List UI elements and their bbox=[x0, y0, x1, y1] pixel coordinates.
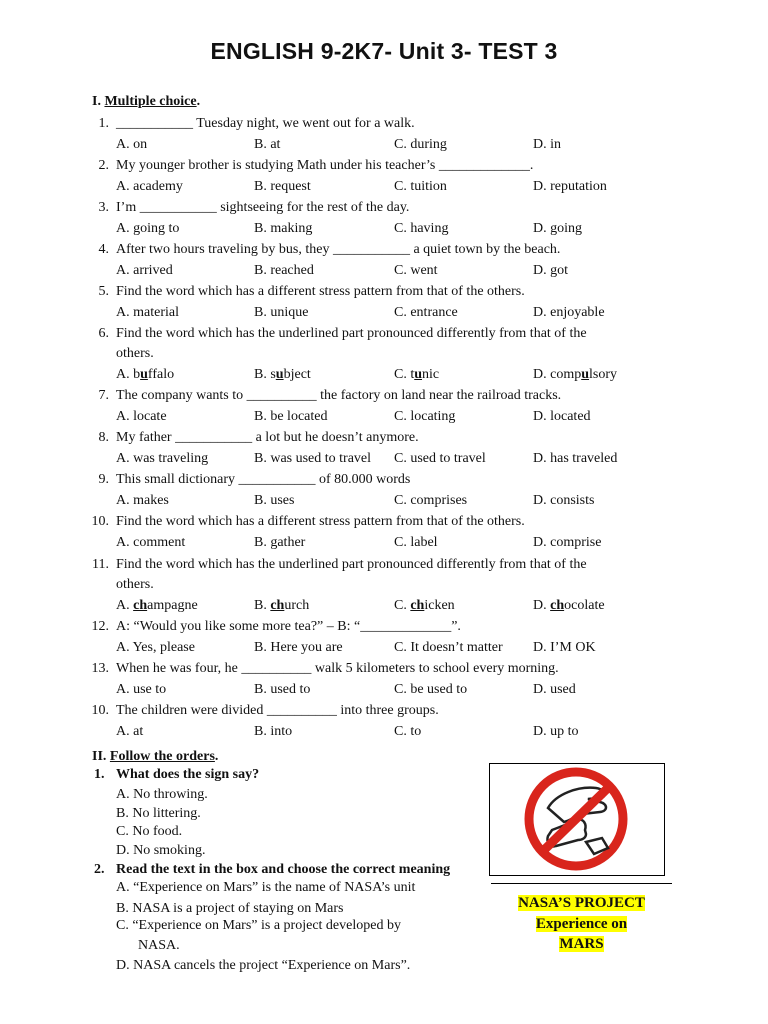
question-number: 2. bbox=[98, 158, 109, 173]
question-stem: Find the word which has the underlined part pronounced differently from that of the bbox=[116, 557, 587, 572]
question-stem: ___________ Tuesday night, we went out for a walk. bbox=[116, 116, 415, 131]
option-text-part: D. comp bbox=[533, 367, 582, 382]
answer-option: D. reputation bbox=[533, 179, 607, 194]
question-number: 5. bbox=[98, 284, 109, 299]
question-number: 10. bbox=[91, 514, 109, 529]
order-1-option: B. No littering. bbox=[116, 806, 201, 821]
question-stem-continued: others. bbox=[116, 577, 154, 592]
option-text-part: D. bbox=[533, 598, 551, 613]
answer-option bbox=[533, 597, 605, 614]
option-text-part: B. bbox=[254, 598, 271, 613]
order-2-text: Read the text in the box and choose the correct meaning bbox=[116, 862, 451, 877]
question-stem: Find the word which has the underlined part pronounced differently from that of the bbox=[116, 326, 587, 341]
answer-option bbox=[254, 597, 309, 614]
answer-option: A. comment bbox=[116, 535, 186, 550]
answer-option: B. unique bbox=[254, 305, 309, 320]
order-2-option: B. NASA is a project of staying on Mars bbox=[116, 901, 344, 916]
order-2-option: C. “Experience on Mars” is a project developed by bbox=[116, 918, 401, 933]
question-stem: My younger brother is studying Math under his teacher’s _____________. bbox=[116, 158, 534, 173]
nasa-project-line bbox=[491, 894, 672, 913]
answer-option: D. up to bbox=[533, 724, 579, 739]
option-text-part: lsory bbox=[589, 367, 618, 382]
option-text-part: C. bbox=[394, 598, 411, 613]
option-text-part: ffalo bbox=[147, 367, 175, 382]
section-1-title: Multiple choice bbox=[104, 94, 197, 109]
order-1-option: D. No smoking. bbox=[116, 843, 206, 858]
answer-option: A. academy bbox=[116, 179, 183, 194]
answer-option: D. used bbox=[533, 682, 576, 697]
answer-option: C. having bbox=[394, 221, 449, 236]
underlined-sound: ch bbox=[550, 598, 565, 613]
question-number: 8. bbox=[98, 430, 109, 445]
answer-option bbox=[394, 366, 439, 383]
answer-option: C. to bbox=[394, 724, 422, 739]
order-2-option: A. “Experience on Mars” is the name of NASA’s unit bbox=[116, 880, 416, 895]
option-text-part: ocolate bbox=[564, 598, 605, 613]
nasa-experience-text: Experience on bbox=[535, 916, 628, 932]
answer-option: B. be located bbox=[254, 409, 328, 424]
option-text-part: C. t bbox=[394, 367, 415, 382]
answer-option: A. on bbox=[116, 137, 148, 152]
question-number: 11. bbox=[92, 557, 109, 572]
section-2-numeral: II. bbox=[92, 749, 107, 764]
answer-option: A. use to bbox=[116, 682, 167, 697]
section-1-dot: . bbox=[196, 94, 201, 109]
answer-option: B. was used to travel bbox=[254, 451, 372, 466]
answer-option: B. into bbox=[254, 724, 293, 739]
no-littering-sign bbox=[489, 763, 665, 876]
option-text-part: urch bbox=[284, 598, 310, 613]
answer-option: C. be used to bbox=[394, 682, 468, 697]
answer-option: A. Yes, please bbox=[116, 640, 195, 655]
nasa-experience-line bbox=[491, 915, 672, 934]
answer-option: C. used to travel bbox=[394, 451, 486, 466]
answer-option bbox=[533, 366, 617, 383]
underlined-sound: ch bbox=[133, 598, 148, 613]
question-number: 4. bbox=[98, 242, 109, 257]
option-text-part: bject bbox=[283, 367, 311, 382]
option-text-part: B. s bbox=[254, 367, 276, 382]
question-number: 3. bbox=[98, 200, 109, 215]
answer-option: A. material bbox=[116, 305, 179, 320]
option-text-part: ampagne bbox=[147, 598, 198, 613]
answer-option bbox=[254, 366, 311, 383]
answer-option: B. uses bbox=[254, 493, 295, 508]
question-stem: After two hours traveling by bus, they ___________ a quiet town by the beach. bbox=[116, 242, 561, 257]
question-number: 6. bbox=[98, 326, 109, 341]
answer-option bbox=[116, 597, 198, 614]
answer-option bbox=[116, 366, 174, 383]
question-number: 9. bbox=[98, 472, 109, 487]
question-stem: A: “Would you like some more tea?” – B: “_____________”. bbox=[116, 619, 461, 634]
answer-option bbox=[394, 597, 455, 614]
answer-option: C. It doesn’t matter bbox=[394, 640, 503, 655]
answer-option: D. comprise bbox=[533, 535, 602, 550]
question-number: 10. bbox=[91, 703, 109, 718]
answer-option: A. was traveling bbox=[116, 451, 209, 466]
section-1-heading bbox=[92, 94, 200, 110]
order-1-question bbox=[94, 766, 259, 783]
page-title: ENGLISH 9-2K7- Unit 3- TEST 3 bbox=[210, 38, 558, 64]
answer-option: B. request bbox=[254, 179, 311, 194]
option-text-part: A. bbox=[116, 598, 134, 613]
order-1-number: 1. bbox=[94, 767, 105, 782]
nasa-mars-line bbox=[491, 935, 672, 954]
answer-option: C. during bbox=[394, 137, 447, 152]
answer-option: A. going to bbox=[116, 221, 180, 236]
question-stem-continued: others. bbox=[116, 346, 154, 361]
underlined-sound: u bbox=[414, 367, 423, 382]
order-1-option: A. No throwing. bbox=[116, 787, 208, 802]
answer-option: D. got bbox=[533, 263, 568, 278]
answer-option: D. going bbox=[533, 221, 582, 236]
order-2-question bbox=[94, 861, 450, 878]
question-stem: When he was four, he __________ walk 5 kilometers to school every morning. bbox=[116, 661, 559, 676]
answer-option: A. arrived bbox=[116, 263, 173, 278]
answer-option: C. went bbox=[394, 263, 438, 278]
sign-divider bbox=[491, 883, 672, 884]
answer-option: C. entrance bbox=[394, 305, 458, 320]
answer-option: A. at bbox=[116, 724, 144, 739]
option-text-part: A. b bbox=[116, 367, 141, 382]
underlined-sound: u bbox=[275, 367, 284, 382]
question-stem: The company wants to __________ the factory on land near the railroad tracks. bbox=[116, 388, 562, 403]
answer-option: D. in bbox=[533, 137, 561, 152]
answer-option: B. reached bbox=[254, 263, 314, 278]
order-2-option-continued: NASA. bbox=[138, 938, 180, 953]
nasa-mars-text: MARS bbox=[559, 936, 604, 952]
nasa-project-text: NASA’S PROJECT bbox=[518, 895, 645, 911]
order-1-option: C. No food. bbox=[116, 824, 183, 839]
answer-option: C. label bbox=[394, 535, 438, 550]
section-2-dot: . bbox=[214, 749, 219, 764]
question-number: 1. bbox=[98, 116, 109, 131]
answer-option: A. makes bbox=[116, 493, 169, 508]
section-2-title: Follow the orders bbox=[109, 749, 215, 764]
answer-option: B. gather bbox=[254, 535, 306, 550]
answer-option: B. used to bbox=[254, 682, 311, 697]
answer-option: C. comprises bbox=[394, 493, 468, 508]
option-text-part: nic bbox=[422, 367, 440, 382]
answer-option: D. has traveled bbox=[533, 451, 618, 466]
underlined-sound: u bbox=[140, 367, 148, 382]
question-stem: This small dictionary ___________ of 80.000 words bbox=[116, 472, 411, 487]
answer-option: D. I’M OK bbox=[533, 640, 596, 655]
question-stem: Find the word which has a different stress pattern from that of the others. bbox=[116, 284, 525, 299]
answer-option: D. enjoyable bbox=[533, 305, 605, 320]
underlined-sound: ch bbox=[270, 598, 285, 613]
order-1-text: What does the sign say? bbox=[116, 767, 260, 782]
order-2-option: D. NASA cancels the project “Experience on Mars”. bbox=[116, 958, 411, 973]
answer-option: C. tuition bbox=[394, 179, 447, 194]
question-number: 13. bbox=[91, 661, 109, 676]
question-number: 12. bbox=[91, 619, 109, 634]
answer-option: B. Here you are bbox=[254, 640, 343, 655]
order-2-number: 2. bbox=[94, 862, 105, 877]
question-stem: The children were divided __________ into three groups. bbox=[116, 703, 439, 718]
question-stem: My father ___________ a lot but he doesn’t anymore. bbox=[116, 430, 419, 445]
answer-option: B. making bbox=[254, 221, 313, 236]
answer-option: C. locating bbox=[394, 409, 456, 424]
no-littering-icon bbox=[490, 764, 663, 874]
answer-option: D. located bbox=[533, 409, 591, 424]
option-text-part: icken bbox=[424, 598, 455, 613]
question-stem: Find the word which has a different stress pattern from that of the others. bbox=[116, 514, 525, 529]
question-stem: I’m ___________ sightseeing for the rest of the day. bbox=[116, 200, 410, 215]
answer-option: A. locate bbox=[116, 409, 167, 424]
section-2-heading bbox=[92, 749, 218, 765]
underlined-sound: ch bbox=[410, 598, 425, 613]
answer-option: B. at bbox=[254, 137, 281, 152]
section-1-numeral: I. bbox=[92, 94, 101, 109]
question-number: 7. bbox=[98, 388, 109, 403]
underlined-sound: u bbox=[581, 367, 590, 382]
answer-option: D. consists bbox=[533, 493, 595, 508]
